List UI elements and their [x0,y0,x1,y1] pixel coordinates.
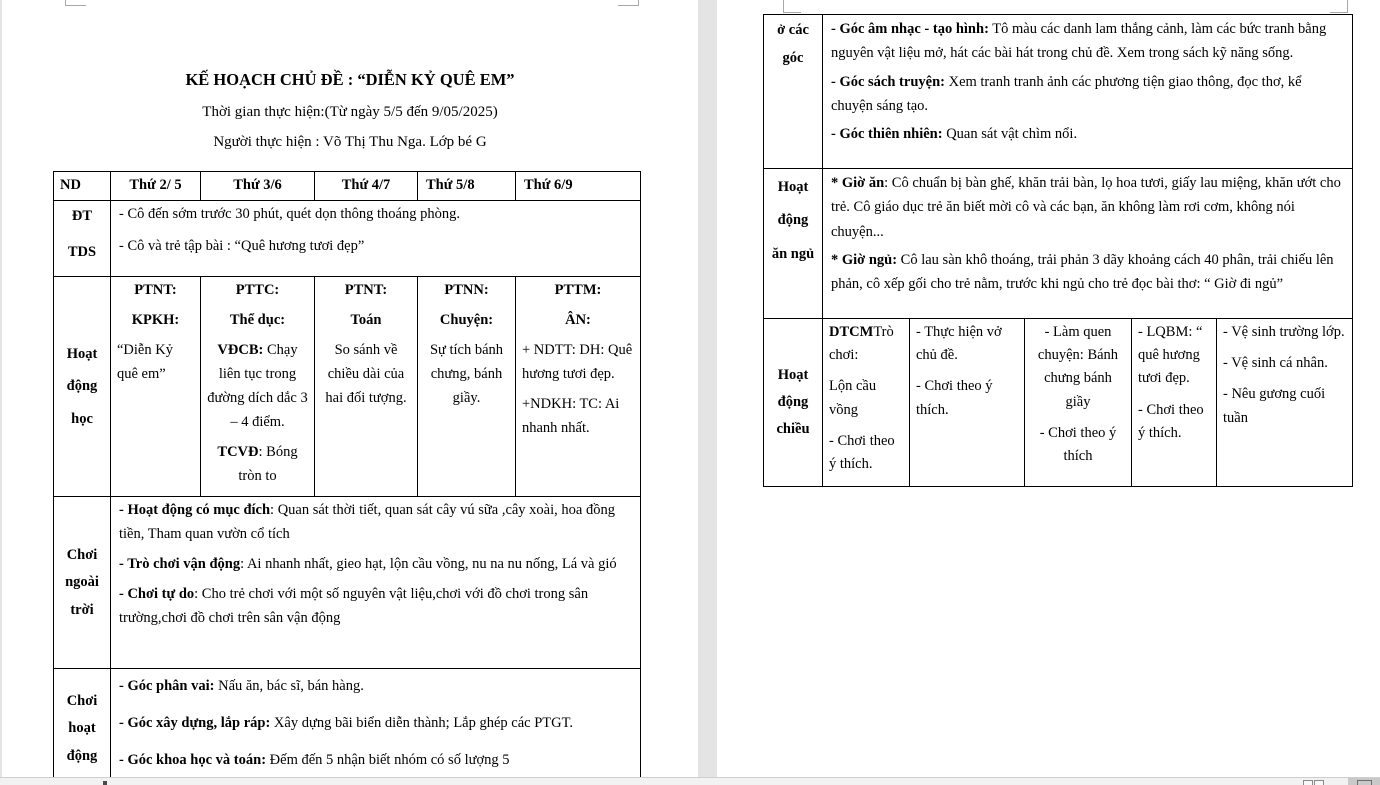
hoc-thu-h1: PTNN: [444,282,489,299]
weekday-header-row [54,172,641,201]
goc-choi-bullet-2 [119,712,634,736]
goc-bullet-2 [831,70,1346,119]
chieu-tue-p1: - Thực hiện vở chủ đề. [916,324,1002,364]
cell-hoc-fri[interactable] [516,277,641,497]
scroll-corner-icon [1357,780,1372,785]
chieu-tue-p2: - Chơi theo ý thích. [916,378,993,418]
bullet-text: Cô lau sàn khô thoáng, trải phản 3 dãy khoảng cách 40 phân, trải chiếu lên phản, cô xếp gối cho trẻ nằm, trước khi ngủ cho trẻ đọc bài thơ: “ Giờ đi ngủ” [831,252,1334,293]
hoc-fri-h1: PTTM: [554,282,602,299]
hoc-thu-h2: Chuyện: [439,312,494,329]
chieu-mon-p1 [829,321,903,367]
bullet-label: - Góc xây dựng, lắp ráp: [119,715,271,732]
label-dt: ĐT [71,208,93,224]
bullet-text: Tô màu các danh lam thắng cảnh, làm các bức tranh bằng nguyên vật liệu mở, hát các bài hát trong chủ đề. Xem trong sách kỹ năng sống. [831,21,1327,62]
cell-hoc-thu[interactable] [418,277,516,497]
hoc-thu-body: Sự tích bánh chưng, bánh giầy. [429,341,504,406]
hoc-fri-h2: ÂN: [565,312,591,329]
hoc-tue-p1 [207,339,308,435]
row-choi-ngoai-troi [54,497,641,669]
weekly-plan-table-left[interactable] [53,171,641,785]
goc-choi-bullet-1 [119,675,634,699]
chieu-fri-p2: - Vệ sinh cá nhân. [1223,355,1328,372]
cell-hoc-tue[interactable] [201,277,315,497]
row-choi-hoat-dong [54,669,641,785]
cell-o-cac-goc-content[interactable] [823,15,1353,169]
page-thumb-left [1303,780,1313,785]
row-don-tre [54,201,641,277]
label-tds: TDS [67,243,97,260]
page-left[interactable] [2,0,698,777]
cell-goc-choi-content[interactable] [111,669,641,785]
chieu-mon-rest: Trò chơi: [829,324,894,364]
bullet-text: : Ai nhanh nhất, gieo hạt, lộn cầu vồng, nu na nu nống, Lá và gió [240,556,617,573]
cell-hoc-wed[interactable] [315,277,418,497]
hoc-tue-p2-label: TCVĐ [217,443,259,460]
row-hoat-dong-chieu [764,319,1353,487]
cell-chieu-tue[interactable] [910,319,1025,487]
chieu-wed-p2: - Chơi theo ý thích [1039,424,1117,464]
bottom-strip [0,777,1380,785]
chieu-mon-bold: DTCM [829,324,874,340]
hoc-tue-h1: PTTC: [235,282,280,299]
bullet-text: Đếm đến 5 nhận biết nhóm có số lượng 5 [266,752,510,769]
cell-chieu-thu[interactable] [1132,319,1217,487]
row-hoat-dong-hoc [54,277,641,497]
goc-bullet-1 [831,17,1346,66]
weekly-plan-table-right[interactable] [763,14,1353,487]
row-label-choi-hoat-dong[interactable]: Chơi hoạt động [54,669,111,785]
bullet-text: Nấu ăn, bác sĩ, bán hàng. [214,678,364,695]
row-o-cac-goc [764,15,1353,169]
chieu-mon-p3: - Chơi theo ý thích. [829,432,895,472]
hoc-tue-p1-text: Chạy liên tục trong đường dích dắc 3 – 4 điểm. [207,341,308,430]
row-label-dt-tds[interactable] [54,201,111,277]
doc-title[interactable]: KẾ HOẠCH CHỦ ĐỀ : “DIỄN KỶ QUÊ EM” [185,70,515,89]
bullet-label: - Góc thiên nhiên: [831,126,943,143]
cell-chieu-wed[interactable] [1025,319,1132,487]
row-label-hoat-dong-hoc[interactable]: Hoạt động học [54,277,111,497]
bullet-label: - Hoạt động có mục đích [119,502,271,519]
row-an-ngu [764,169,1353,319]
header-cell-thu[interactable]: Thứ 5/8 [418,172,516,201]
cell-chieu-mon[interactable] [823,319,910,487]
bullet-text: : Cho trẻ chơi với một số nguyên vật liệu,chơi với đồ chơi trong sân trường,chơi đồ chơi trên sân vận động [119,586,589,627]
an-ngu-bullet-1 [831,171,1346,244]
margin-crop-mark-top-right [1330,0,1348,13]
header-cell-wed[interactable]: Thứ 4/7 [315,172,418,201]
hoc-mon-body: “Diễn Kỷ quê em” [117,341,173,382]
page-thumb-right [1314,780,1324,785]
bullet-text: Quan sát vật chìm nổi. [942,126,1078,143]
hoc-fri-p2: +NDKH: TC: Ai nhanh nhất. [522,395,620,436]
cell-ngoai-troi-content[interactable] [111,497,641,669]
bullet-label: - Góc phân vai: [119,678,215,695]
don-tre-line-2[interactable]: - Cô và trẻ tập bài : “Quê hương tươi đẹp” [119,237,365,254]
margin-crop-mark-top-right [618,0,639,6]
bullet-label: * Giờ ăn [831,175,885,191]
chieu-thu-p1: - LQBM: “ quê hương tươi đẹp. [1138,324,1203,387]
hoc-mon-h1: PTNT: [134,282,177,299]
chieu-mon-p2: Lộn cầu vồng [829,378,877,418]
hoc-wed-h1: PTNT: [344,282,388,299]
cell-don-tre-content[interactable] [111,201,641,277]
margin-crop-mark-top-left [783,0,801,13]
ngoai-troi-bullet-2 [119,553,634,577]
hoc-tue-p2 [207,441,308,489]
cell-an-ngu-content[interactable] [823,169,1353,319]
chieu-fri-p3: - Nêu gương cuối tuần [1223,386,1326,426]
hoc-tue-h2: Thể dục: [229,312,286,329]
header-cell-nd[interactable]: ND [54,172,111,201]
chieu-wed-p1: - Làm quen chuyện: Bánh chưng bánh giầy [1037,324,1119,410]
don-tre-line-1[interactable]: - Cô đến sớm trước 30 phút, quét dọn thông thoáng phòng. [119,206,460,222]
doc-author-line[interactable]: Người thực hiện : Võ Thị Thu Nga. Lớp bé G [213,134,487,150]
hoc-tue-p1-label: VĐCB: [217,341,264,358]
goc-choi-bullet-3 [119,749,634,773]
bullet-text: Xây dựng bãi biển diễn thành; Lắp ghép các PTGT. [270,715,574,732]
header-cell-mon[interactable]: Thứ 2/ 5 [111,172,201,201]
hoc-tue-p2-text: : Bóng tròn to [238,443,298,484]
ngoai-troi-bullet-1 [119,499,634,547]
ngoai-troi-bullet-3 [119,583,634,631]
two-page-view-icon[interactable] [1303,780,1325,785]
scroll-corner[interactable] [1348,778,1380,785]
bullet-text: Xem tranh tranh ảnh các phương tiện giao thông, đọc thơ, kể chuyện sáng tạo. [831,73,1302,115]
header-cell-tue[interactable]: Thứ 3/6 [201,172,315,201]
hoc-wed-body: So sánh về chiều dài của hai đối tượng. [325,341,407,406]
chieu-fri-p1: - Vệ sinh trường lớp. [1223,324,1345,340]
row-label-o-cac-goc[interactable]: ở các góc [764,15,823,169]
bullet-label: * Giờ ngủ: [831,252,898,269]
bullet-label: - Góc âm nhạc - tạo hình: [831,21,989,37]
row-label-choi-ngoai-troi[interactable]: Chơi ngoài trời [54,497,111,669]
cell-hoc-mon[interactable] [111,277,201,497]
header-cell-fri[interactable]: Thứ 6/9 [516,172,641,201]
bullet-text: : Cô chuẩn bị bàn ghế, khăn trải bàn, lọ hoa tươi, giấy lau miệng, khăn ướt cho trẻ. Cô giáo dục trẻ ăn biết mời cô và các bạn, ăn không làm rơi cơm, không nói chuyện... [831,175,1341,240]
an-ngu-bullet-2 [831,248,1346,297]
goc-bullet-3 [831,122,1346,146]
cell-chieu-fri[interactable] [1217,319,1353,487]
page-right[interactable] [717,0,1380,777]
row-label-hoat-dong-chieu[interactable]: Hoạt động chiều [764,319,823,487]
chieu-thu-p2: - Chơi theo ý thích. [1138,401,1204,441]
bullet-label: - Góc sách truyện: [831,73,945,90]
hoc-fri-p1: + NDTT: DH: Quê hương tươi đẹp. [522,341,633,382]
document-heading[interactable] [2,70,698,164]
margin-crop-mark-top-left [65,0,86,6]
bullet-label: - Góc khoa học và toán: [119,752,267,769]
row-label-an-ngu[interactable]: Hoạt động ăn ngủ [764,169,823,319]
hoc-mon-h2: KPKH: [131,312,180,329]
hoc-wed-h2: Toán [350,312,382,329]
bullet-label: - Chơi tự do [119,586,195,603]
doc-subtitle[interactable]: Thời gian thực hiện:(Từ ngày 5/5 đến 9/05/2025) [202,104,498,120]
next-page-text-fragment [103,781,107,785]
bullet-text: : Quan sát thời tiết, quan sát cây vú sữa ,cây xoài, hoa đồng tiền, Tham quan vườn cổ tích [119,502,615,543]
bullet-label: - Trò chơi vận động [119,556,241,573]
